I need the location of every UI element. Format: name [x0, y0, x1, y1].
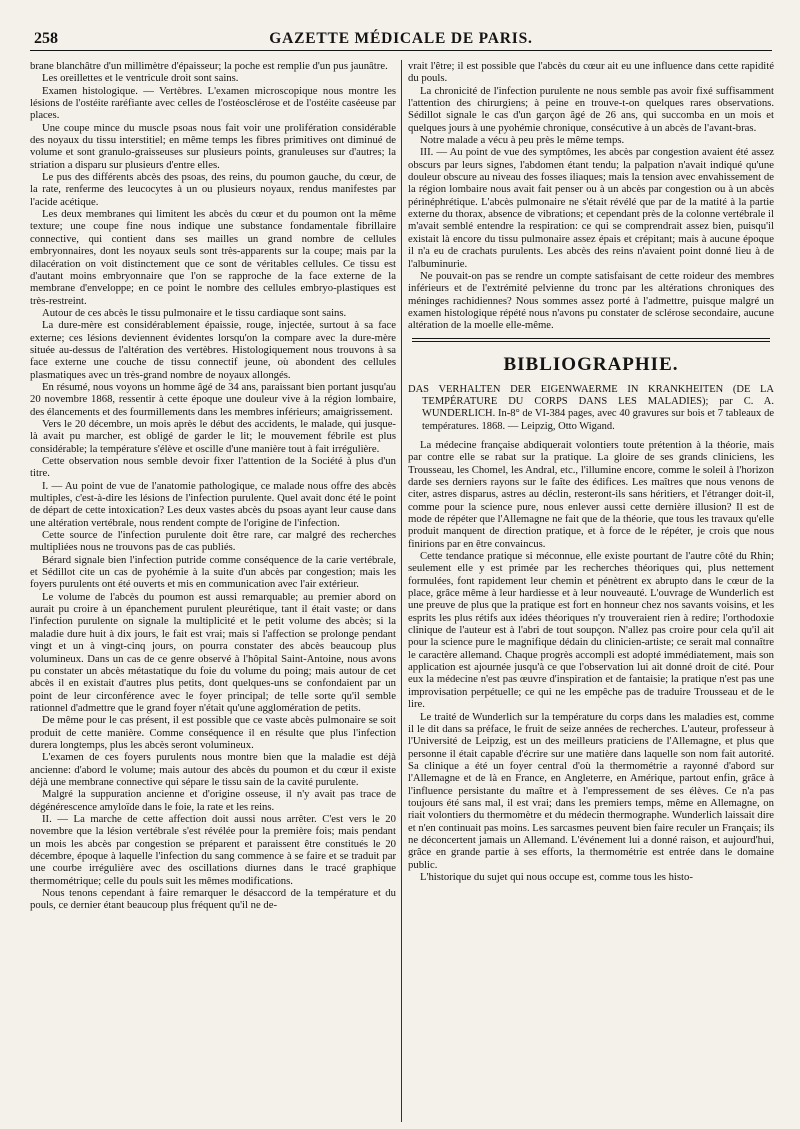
paragraph: La chronicité de l'infection purulente ne nous semble pas avoir fixé suffisamment l'attention des chirurgiens; à peine en trouve-t-on quelques rares observations. Sédillot signale le cas d'un garçon âgé de 26 ans, qui succomba en un mois et quelques jours à une pyohémie chronique, consécutive à un abcès de l'avant-bras. — [408, 84, 774, 134]
paragraph: Ne pouvait-on pas se rendre un compte satisfaisant de cette roideur des membres inférieurs et de l'extrémité pelvienne du tronc par les altérations chroniques des méninges rachidiennes? Nous sommes assez porté à l'admettre, puisque malgré un examen histologique répété nous n'avons pu constater de sclérose secondaire, aucune altération de la moelle elle-même. — [408, 269, 774, 332]
paragraph: Malgré la suppuration ancienne et d'origine osseuse, il n'y avait pas trace de dégénérescence amyloïde dans le foie, la rate et les reins. — [30, 788, 396, 813]
paragraph: vrait l'être; il est possible que l'abcès du cœur ait eu une influence dans cette rapidité du pouls. — [408, 60, 774, 85]
paragraph: En résumé, nous voyons un homme âgé de 34 ans, paraissant bien portant jusqu'au 20 novembre 1868, ressentir à cette époque une douleur vive à la région lombaire, des élancements et des fourmillements dans les membres inférieurs; amaigrissement. — [30, 380, 396, 418]
section-separator — [412, 338, 770, 342]
column-divider — [401, 60, 402, 1122]
paragraph: Une coupe mince du muscle psoas nous fait voir une prolifération considérable des noyaux du tissu interstitiel; en même temps les fibres primitives ont diminué de volume et sont granulo-graisseuses sur plusieurs points, granuleuses sur d'autres; la striation a disparu sur plusieurs d'entre elles. — [30, 121, 396, 171]
paragraph: I. — Au point de vue de l'anatomie pathologique, ce malade nous offre des abcès multiples, c'est-à-dire les lésions de l'infection purulente. Quel avait donc été le point de départ de cette intoxication? Les deux vastes abcès du psoas ayant leur cause dans une altération vertébrale, nous rendent compte de l'origine de l'infection. — [30, 479, 396, 529]
paragraph: Les oreillettes et le ventricule droit sont sains. — [42, 72, 239, 85]
paragraph: Cette source de l'infection purulente doit être rare, car malgré des recherches multipliées nous ne trouvons pas de cas publiés. — [30, 529, 396, 554]
paragraph: Vers le 20 décembre, un mois après le début des accidents, le malade, qui jusque-là avait pu marcher, est obligé de garder le lit; le mouvement fébrile est plus considérable; la température s'élève et oscille d'une manière tout à fait irrégulière. — [30, 417, 396, 455]
section-title: BIBLIOGRAPHIE. — [503, 353, 679, 375]
paragraph: II. — La marche de cette affection doit aussi nous arrêter. C'est vers le 20 novembre que la lésion vertébrale s'est révélée pour la première fois; mais pendant un mois les abcès par congestion se préparent et paraissent être constitués le 20 décembre, époque à laquelle l'infection du sang commence à se faire et se traduit par une courbe irrégulière avec des oscillations diurnes dans le tracé graphique thermométrique; celle du pouls suit les mêmes modifications. — [30, 812, 396, 887]
right-column — [408, 60, 774, 1124]
paragraph: Le volume de l'abcès du poumon est aussi remarquable; au premier abord on aurait pu croire à un épanchement purulent pleurétique, tant il était vaste; or dans l'infection purulente on signale la multiplicité et le petit volume des abcès; si la maladie dure huit à dix jours, le fait est vrai; mais si l'affection se prolonge pendant vingt et un à vingt-cinq jours, on pourra constater des abcès beaucoup plus volumineux. Dans un cas de ce genre observé à l'hôpital Saint-Antoine, nous avons pu constater un abcès métastatique du foie du volume du poing; mais autour de cet abcès il en existait d'autres plus petits, dont quelques-uns se confondaient par un point de leur circonférence avec le foyer principal; de telle sorte qu'il semble rationnel d'admettre que le grand foyer n'était qu'une agglomération de petits. — [30, 590, 396, 714]
journal-title: GAZETTE MÉDICALE DE PARIS. — [269, 30, 533, 47]
paragraph: La médecine française abdiquerait volontiers toute prétention à la théorie, mais par contre elle se rabat sur la pratique. La gloire de ses grands cliniciens, les Trousseau, les Chomel, les Andral, etc., l'illumine encore, comme le soleil à l'horizon darde ses derniers rayons sur le faîte des édifices. Les maîtres que nous venons de citer, astres disparus, astres au déclin, resteront-ils sans héritiers, et l'étranger doit-il, comme pour la science pure, nous enlever aussi cette dernière illusion? Il est de mode de répéter que l'Allemagne ne fait que de la théorie, que tous les travaux qu'elle produit manquent de direction pratique, et à force de le répéter, je crois que nous finirions par en être convaincus. — [408, 438, 774, 550]
paragraph: Bérard signale bien l'infection putride comme conséquence de la carie vertébrale, et Sédillot cite un cas de pyohémie à la suite d'un abcès par congestion; mais les foyers purulents ont été ouverts et mis en communication avec l'air extérieur. — [30, 553, 396, 591]
book-review — [408, 439, 774, 883]
paragraph: brane blanchâtre d'un millimètre d'épaisseur; la poche est remplie d'un pus jaunâtre. — [30, 60, 388, 72]
paragraph: Le traité de Wunderlich sur la température du corps dans les maladies est, comme il le dit dans sa préface, le fruit de seize années de recherches. L'auteur, professeur à l'Université de Leipzig, est un des meilleurs praticiens de l'Allemagne, et plus que personne il était capable d'écrire sur une matière dans laquelle son nom fait autorité. Sa clinique a été un foyer central d'où la thermométrie a rayonné d'abord sur l'Allemagne et de là en France, en Angleterre, en Amérique, partout enfin, grâce à l'influence persistante du maître et à l'empressement de ses élèves. Ce n'a pas toujours été sans mal, il est vrai; dans les premiers temps, même en Allemagne, on riait volontiers du thermomètre et du médecin thermographe. Wunderlich laissait dire et n'en continuait pas moins. Les sarcasmes peuvent bien faire reculer un Français; ils ne déconcertent jamais un Allemand. L'événement lui a donné raison, et aujourd'hui, grâce en grande partie à ses efforts, la thermométrie est entrée dans le domaine public. — [408, 710, 774, 871]
paragraph: La dure-mère est considérablement épaissie, rouge, injectée, surtout à sa face externe; ces lésions deviennent évidentes lorsqu'on la compare avec la dure-mère située au-dessus de l'altération des vertèbres. Histologiquement nous trouvons à sa face externe une couche de tissu connectif jeune, où abondent des cellules plasmatiques avec un très-grand nombre de noyaux allongés. — [30, 319, 396, 381]
paragraph: Notre malade a vécu à peu près le même temps. — [420, 134, 625, 147]
paragraph: Autour de ces abcès le tissu pulmonaire et le tissu cardiaque sont sains. — [42, 306, 347, 319]
paragraph: Cette tendance pratique si méconnue, elle existe pourtant de l'autre côté du Rhin; seulement elle y est primée par les recherches théoriques qui, plus nettement formulées, font rapidement leur chemin et pénètrent ex abrupto dans le cœur de la place, grâce même à leur hardiesse et à leur nouveauté. L'ouvrage de Wunderlich est une preuve de plus que la pratique est fort en honneur chez nos savants voisins, et les esprits les plus rétifs aux idées théoriques n'y trouveraient rien à redire; l'orthodoxie clinique de l'auteur est à l'abri de tout soupçon. N'allez pas croire pour cela qu'il ait pour la science pure le magnifique dédain du clinicien-artiste; ce serait mal connaître le caractère allemand. Chaque progrès accompli est adopté immédiatement, mais son application est ajournée jusqu'à ce que l'observation lui ait donné droit de cité. Pour eux la médecine n'est pas œuvre d'inspiration et de fantaisie; la pratique n'est pas une improvisation perpétuelle; ce qui ne les empêche pas de traduire Trousseau et de le lire. — [408, 550, 774, 711]
paragraph: Le pus des différents abcès des psoas, des reins, du poumon gauche, du cœur, de la rate, renferme des leucocytes à un ou plusieurs noyaux, rendus manifestes par l'acide acétique. — [30, 171, 396, 208]
article-continuation — [408, 60, 774, 332]
paragraph: Nous tenons cependant à faire remarquer le désaccord de la température et du pouls, ce dernier étant beaucoup plus fréquent qu'il ne de- — [30, 887, 396, 912]
paragraph: Les deux membranes qui limitent les abcès du cœur et du poumon ont la même texture; une coupe fine nous indique une substance fondamentale fibrillaire connective, qui contient dans ses mailles un grand nombre de cellules embryonnaires, dont les noyaux seuls sont très-apparents sur la coupe; mais par la dilacération on voit distinctement que ce sont de véritables cellules. Ce tissu est d'autant moins embryonnaire que l'on se rapproche de la face externe de la membrane d'enveloppe; en ce point le nombre des cellules embryo-plastiques est très-restreint. — [30, 208, 396, 307]
paragraph: III. — Au point de vue des symptômes, les abcès par congestion avaient été assez obscurs par leurs signes, l'abdomen étant tendu; la palpation n'avait indiqué qu'une douleur obscure au niveau des fosses iliaques; mais la tension avec envahissement de la région lombaire nous avait fait penser ou à un abcès par congestion ou à un abcès périnéphrétique. L'abcès pulmonaire ne s'était révélé que par de la matité à la partie externe du thorax, absence de vibrations; et cependant près de la colonne vertébrale il m'avait semblé entendre la respiration: ce qui se comprendrait assez bien, puisqu'il existait là encore du tissu pulmonaire assez épais et crépitant; mais à aucune époque il n'a eu de crachats purulents. Les abcès des reins n'avaient point donné lieu à de l'albuminurie. — [408, 146, 774, 270]
page-number: 258 — [34, 30, 58, 47]
paragraph: L'historique du sujet qui nous occupe est, comme tous les histo- — [420, 870, 693, 883]
paragraph: L'examen de ces foyers purulents nous montre bien que la maladie est déjà ancienne: d'abord le volume; mais autour des abcès du poumon et du cœur il existe déjà une membrane connective qui sépare le tissu sain de la cavité purulente. — [30, 751, 396, 788]
page-header — [30, 28, 772, 51]
left-column — [30, 60, 396, 1124]
paragraph: Cette observation nous semble devoir fixer l'attention de la Société à plus d'un titre. — [30, 455, 396, 480]
paragraph: De même pour le cas présent, il est possible que ce vaste abcès pulmonaire se soit produit de cette manière. Comme conséquence il en résulte que plus l'infection durera longtemps, plus les abcès seront volumineux. — [30, 714, 396, 751]
book-reference-text: DAS VERHALTEN DER EIGENWAERME IN KRANKHEITEN (DE LA TEMPÉRATURE DU CORPS DANS LES MALADIES); par C. A. WUNDERLICH. In-8° de VI-384 pages, avec 40 gravures sur bois et 7 tableaux de températures. 1868. — Leipzig, Otto Wigand. — [408, 383, 774, 432]
book-reference — [408, 384, 774, 433]
paragraph: Examen histologique. — Vertèbres. L'examen microscopique nous montre les lésions de l'ostéite raréfiante avec celles de l'ostéosclérose et de l'ostéite caséeuse par places. — [30, 84, 396, 122]
